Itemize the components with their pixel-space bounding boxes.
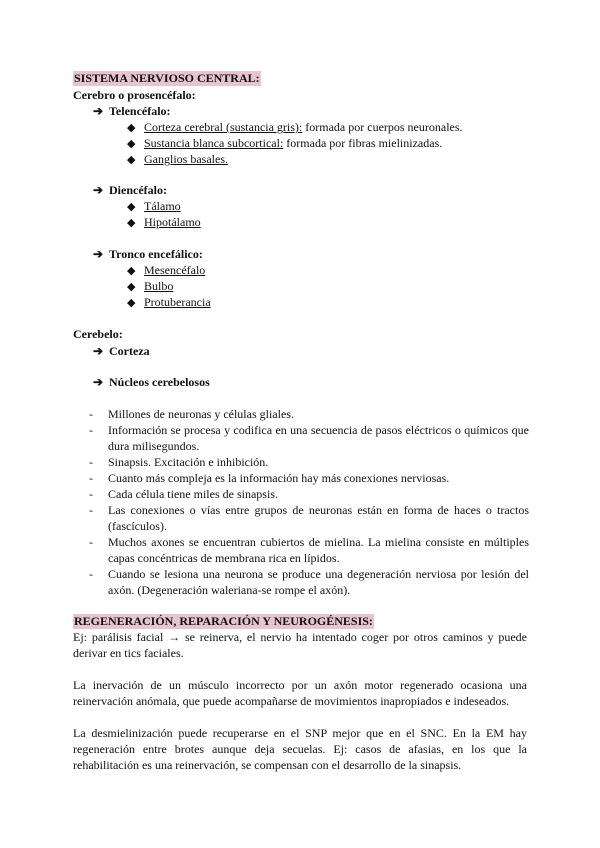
diamond-bullet-icon: ◆ (127, 138, 136, 150)
arrow-item-nucleos-cerebelosos: ➔ Núcleos cerebelosos (93, 375, 210, 389)
arrow-icon: ➔ (93, 247, 104, 261)
dash-bullet-icon: - (89, 471, 93, 485)
bullet-item-corteza-cerebral: ◆ Corteza cerebral (sustancia gris): formada por cuerpos neuronales. (127, 120, 463, 134)
dash-list-item: - Las conexiones o vías entre grupos de neuronas están en forma de haces o tractos (fascículos). (89, 503, 529, 533)
bullet-item-hipotalamo: ◆ Hipotálamo (127, 215, 201, 229)
subheading-cerebelo: Cerebelo: (73, 327, 123, 341)
dash-bullet-icon: - (89, 567, 93, 581)
dash-bullet-icon: - (89, 423, 93, 437)
bullet-item-ganglios-basales: ◆ Ganglios basales. (127, 152, 228, 166)
arrow-icon: ➔ (93, 104, 104, 118)
paragraph-desmielinizacion: La desmielinización puede recuperarse en el SNP mejor que en el SNC. En la EM hay regeneración entre brotes aunque deja secuelas. Ej: casos de afasias, en los que la rehabilitación es una reinervación, se compensan con el desarrollo de la sinapsis. (73, 726, 527, 772)
subheading-cerebro: Cerebro o prosencéfalo: (73, 88, 196, 102)
diamond-bullet-icon: ◆ (127, 265, 136, 277)
arrow-icon: ➔ (93, 375, 104, 389)
dash-list-item: - Cada célula tiene miles de sinapsis. (89, 487, 278, 501)
bullet-item-protuberancia: ◆ Protuberancia (127, 295, 211, 309)
bullet-item-talamo: ◆ Tálamo (127, 199, 181, 213)
arrow-icon: ➔ (93, 344, 104, 358)
arrow-icon: ➔ (93, 183, 104, 197)
dash-bullet-icon: - (89, 455, 93, 469)
diamond-bullet-icon: ◆ (127, 201, 136, 213)
heading-regeneracion: REGENERACIÓN, REPARACIÓN Y NEUROGÉNESIS: (74, 614, 373, 628)
bullet-item-sustancia-blanca: ◆ Sustancia blanca subcortical: formada por fibras mielinizadas. (127, 136, 443, 150)
dash-bullet-icon: - (89, 487, 93, 501)
diamond-bullet-icon: ◆ (127, 297, 136, 309)
paragraph-inervacion: La inervación de un músculo incorrecto por un axón motor regenerado ocasiona una reinervación anómala, que puede acompañarse de movimientos inapropiados e indeseados. (73, 678, 527, 708)
dash-bullet-icon: - (89, 535, 93, 549)
arrow-item-diencefalo: ➔ Diencéfalo: (93, 183, 167, 197)
diamond-bullet-icon: ◆ (127, 281, 136, 293)
dash-list-item: - Información se procesa y codifica en una secuencia de pasos eléctricos o químicos que dura milisegundos. (89, 423, 529, 453)
arrow-item-corteza: ➔ Corteza (93, 344, 150, 358)
dash-list-item: - Cuanto más compleja es la información hay más conexiones nerviosas. (89, 471, 450, 485)
dash-list-item: - Cuando se lesiona una neurona se produce una degeneración nerviosa por lesión del axón. (Degeneración waleriana-se rompe el axón). (89, 567, 529, 597)
dash-list-item: - Millones de neuronas y células gliales. (89, 407, 294, 421)
dash-bullet-icon: - (89, 407, 93, 421)
dash-list-item: - Sinapsis. Excitación e inhibición. (89, 455, 269, 469)
dash-bullet-icon: - (89, 503, 93, 517)
dash-list-item: - Muchos axones se encuentran cubiertos de mielina. La mielina consiste en múltiples capas concéntricas de membrana rica en lípidos. (89, 535, 529, 565)
bullet-item-bulbo: ◆ Bulbo (127, 279, 174, 293)
bullet-item-mesencefalo: ◆ Mesencéfalo (127, 263, 206, 277)
arrow-item-telencefalo: ➔ Telencéfalo: (93, 104, 171, 118)
diamond-bullet-icon: ◆ (127, 122, 136, 134)
paragraph-paralisis-facial: Ej: parálisis facial → se reinerva, el nervio ha intentado coger por otros caminos y puede derivar en tics faciales. (73, 630, 527, 660)
arrow-item-tronco-encefalico: ➔ Tronco encefálico: (93, 247, 203, 261)
heading-sistema-nervioso: SISTEMA NERVIOSO CENTRAL: (74, 71, 260, 85)
diamond-bullet-icon: ◆ (127, 154, 136, 166)
diamond-bullet-icon: ◆ (127, 217, 136, 229)
